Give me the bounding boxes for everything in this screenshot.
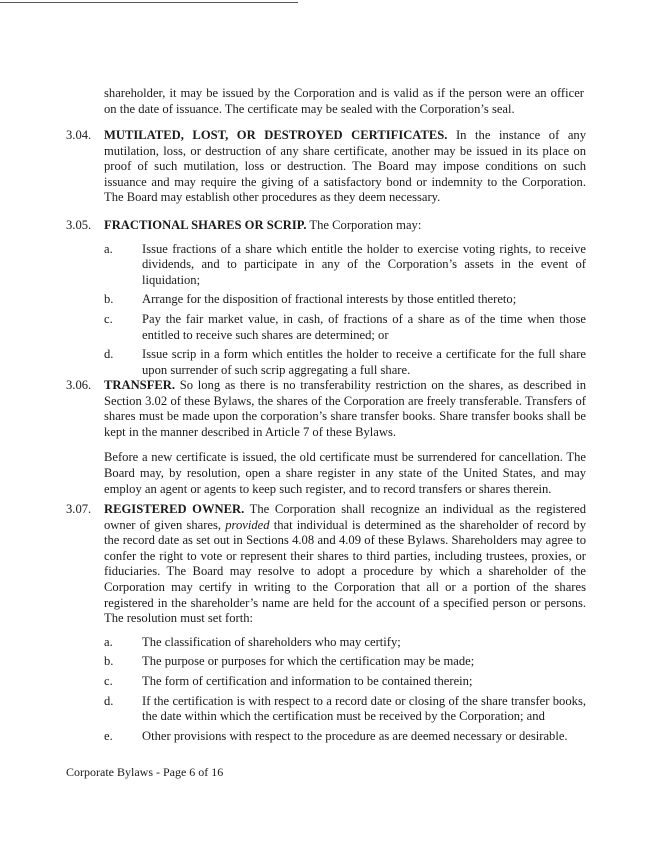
list-item-letter: e.	[104, 728, 113, 743]
list-item	[104, 312, 586, 343]
section-text-after: that individual is determined as the shareholder of record by the record date as set out in Sections 4.08 and 4.09 of these Bylaws. Shareholders may agree to confer the right to vote or represent their shares to third parties, including trustees, proxies, or fiduciaries. The Board may resolve to adopt a procedure by which a shareholder of the Corporation may certify in writing to the Corporation that all or a portion of the shares registered in the shareholder’s name are held for the account of a specified person or persons. The resolution must set forth:	[104, 517, 587, 626]
list-item	[104, 635, 586, 651]
registered-owner-list	[104, 635, 586, 745]
list-item-letter: a.	[104, 241, 113, 256]
intro-paragraph: shareholder, it may be issued by the Corporation and is valid as if the person were an officer on the date of issuance. The certificate may be sealed with the Corporation’s seal.	[104, 86, 584, 116]
section-number: 3.06.	[66, 378, 92, 392]
list-item-letter: b.	[104, 654, 114, 669]
fractional-shares-list	[104, 242, 586, 379]
list-item	[104, 347, 586, 378]
list-item-text: Issue fractions of a share which entitle the holder to exercise voting rights, to receive dividends, and to participate in any of the Corporation’s assets in the event of liquidation;	[142, 241, 586, 287]
section-body	[104, 128, 586, 206]
section-title: TRANSFER.	[104, 378, 176, 392]
section-body	[104, 378, 586, 440]
section-text: In the instance of any mutilation, loss, or destruction of any share certificate, another may be issued in its place on proof of such mutilation, loss or destruction. The Board may impose conditions on such issuance and may require the giving of a satisfactory bond or indemnity to the Corporation. The Board may establish other procedures as they deem necessary.	[104, 128, 587, 205]
section-text-before: The Corporation shall recognize an individual as the registered owner of given shares,	[104, 502, 586, 532]
section-title: REGISTERED OWNER.	[104, 502, 245, 516]
list-item-letter: a.	[104, 634, 113, 649]
list-item	[104, 729, 586, 745]
section-text: The Corporation may:	[309, 218, 422, 232]
section-text: So long as there is no transferability restriction on the shares, as described in Section 3.02 of these Bylaws, the shares of the Corporation are freely transferable. Transfers of shares must be made upon the corporation’s share transfer books. Share transfer books shall be kept in the manner described in Article 7 of these Bylaws.	[104, 378, 586, 439]
section-title: FRACTIONAL SHARES OR SCRIP.	[104, 218, 307, 232]
list-item-text: Issue scrip in a form which entitles the holder to receive a certificate for the full share upon surrender of such scrip aggregating a full share.	[142, 347, 586, 377]
list-item-text: Arrange for the disposition of fractional interests by those entitled thereto;	[142, 292, 517, 307]
list-item-letter: c.	[104, 311, 113, 326]
page-footer: Corporate Bylaws - Page 6 of 16	[66, 765, 224, 779]
section-3-06	[66, 378, 586, 497]
list-item-letter: b.	[104, 292, 114, 307]
list-item-letter: d.	[104, 693, 114, 708]
section-body	[104, 218, 586, 234]
list-item-text: Pay the fair market value, in cash, of fractions of a share as of the time when those entitled to receive such shares are determined; or	[142, 311, 586, 342]
section-body	[104, 502, 586, 627]
list-item-text: Other provisions with respect to the procedure as are deemed necessary or desirable.	[142, 728, 568, 743]
top-rule	[0, 2, 298, 3]
section-title: MUTILATED, LOST, OR DESTROYED CERTIFICATES.	[104, 128, 448, 142]
list-item-text: The form of certification and information to be contained therein;	[142, 673, 473, 688]
list-item-letter: d.	[104, 347, 114, 362]
list-item-text: The purpose or purposes for which the certification may be made;	[142, 654, 475, 669]
list-item	[104, 694, 586, 725]
list-item-letter: c.	[104, 673, 113, 688]
section-number: 3.04.	[66, 128, 92, 142]
section-3-04	[66, 128, 586, 206]
list-item	[104, 674, 586, 690]
list-item-text: The classification of shareholders who may certify;	[142, 634, 401, 649]
section-second-paragraph: Before a new certificate is issued, the old certificate must be surrendered for cancellation. The Board may, by resolution, open a share register in any state of the United States, and may employ an agent or agents to keep such register, and to record transfers or shares therein.	[104, 450, 586, 496]
list-item	[104, 242, 586, 289]
section-text-italic: provided	[225, 517, 270, 532]
list-item	[104, 292, 586, 308]
list-item	[104, 654, 586, 670]
section-number: 3.05.	[66, 218, 92, 232]
list-item-text: If the certification is with respect to a record date or closing of the share transfer books, the date within which the certification must be received by the Corporation; and	[142, 693, 586, 724]
section-3-07	[66, 502, 586, 748]
section-number: 3.07.	[66, 502, 92, 516]
section-3-05	[66, 218, 586, 382]
